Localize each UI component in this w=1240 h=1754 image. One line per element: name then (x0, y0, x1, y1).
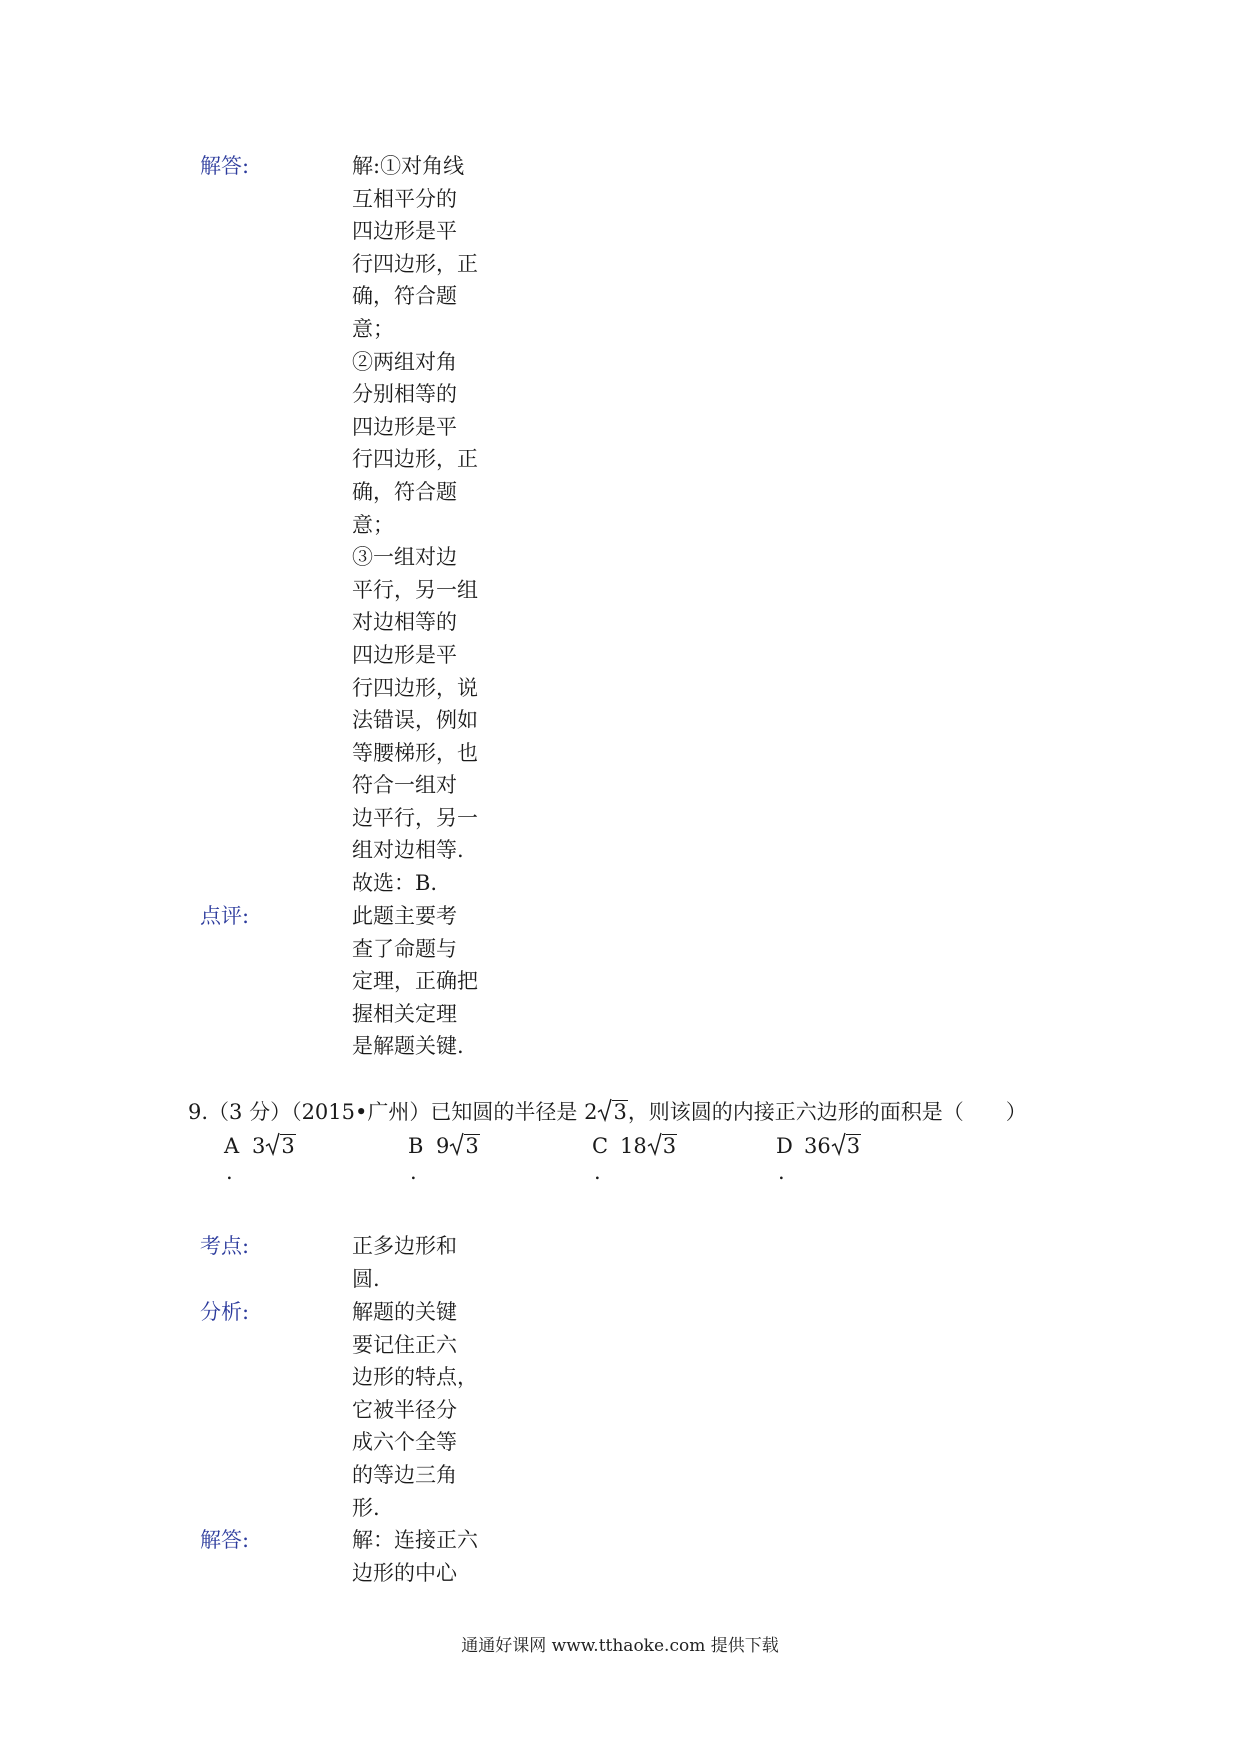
q8-answer-line: 意； (352, 316, 394, 341)
q8-answer-line: 意； (352, 512, 394, 537)
radical-sign-icon (265, 1132, 280, 1156)
q8-answer-line: ②两组对角 (352, 349, 457, 374)
q8-answer-line: 符合一组对 (352, 773, 457, 798)
q8-comment-line: 查了命题与 (352, 936, 457, 961)
q9-answer-line: 解：连接正六 (352, 1528, 478, 1552)
q9-point-text (352, 1230, 492, 1295)
radicand: 3 (613, 1100, 627, 1124)
q9-analysis-line: 它被半径分 (352, 1397, 457, 1422)
option-letter: D (776, 1134, 793, 1158)
sqrt-expression (831, 1130, 861, 1162)
q8-answer-line: 确，符合题 (352, 284, 457, 309)
option-d[interactable] (776, 1130, 861, 1162)
q8-answer-line: 行四边形，正 (352, 251, 478, 276)
q8-answer-line: 等腰梯形，也 (352, 740, 478, 765)
q9-analysis-line: 解题的关键 (352, 1300, 457, 1324)
sqrt-expression (647, 1130, 677, 1162)
q8-answer-line: 解:①对角线 (352, 154, 465, 178)
option-letter: A (224, 1134, 240, 1158)
q8-answer-line: 边平行，另一 (352, 805, 478, 830)
q8-comment-line: 握相关定理 (352, 1001, 457, 1026)
q9-point-line: 圆. (352, 1266, 380, 1291)
option-coef: 18 (620, 1134, 647, 1158)
q9-answer-text (352, 1524, 492, 1589)
q8-comment-line: 此题主要考 (352, 904, 457, 928)
option-letter: B (408, 1134, 424, 1158)
q9-point-label: 考点: (200, 1234, 250, 1258)
q9-stem-suffix: ，则该圆的内接正六边形的面积是（ ） (627, 1100, 1027, 1124)
q8-answer-line: 平行，另一组 (352, 577, 478, 602)
q8-answer-text (352, 150, 492, 900)
radicand: 3 (465, 1134, 479, 1158)
q8-answer-line: 四边形是平 (352, 414, 457, 439)
q9-analysis-line: 形. (352, 1495, 380, 1520)
option-a-dot: . (226, 1160, 233, 1184)
radical-sign-icon (647, 1132, 662, 1156)
q9-point-line: 正多边形和 (352, 1234, 457, 1258)
option-a[interactable] (224, 1130, 296, 1162)
option-coef: 3 (252, 1134, 266, 1158)
radical-sign-icon (831, 1132, 846, 1156)
option-coef: 36 (804, 1134, 831, 1158)
q9-analysis-line: 的等边三角 (352, 1462, 457, 1487)
option-c[interactable] (592, 1130, 677, 1162)
q8-answer-line: 对边相等的 (352, 610, 457, 635)
sqrt-expression (597, 1096, 627, 1128)
q8-comment-text (352, 900, 492, 1063)
option-coef: 9 (436, 1134, 450, 1158)
q9-analysis-label: 分析: (200, 1300, 250, 1324)
radical-sign-icon (597, 1098, 612, 1122)
radical-sign-icon (449, 1132, 464, 1156)
q9-analysis-line: 要记住正六 (352, 1332, 457, 1357)
q9-analysis-text (352, 1296, 492, 1524)
q9-answer-line: 边形的中心 (352, 1560, 457, 1585)
radicand: 3 (281, 1134, 295, 1158)
q8-answer-line: 四边形是平 (352, 642, 457, 667)
q8-comment-line: 是解题关键. (352, 1034, 464, 1059)
sqrt-expression (265, 1130, 295, 1162)
q8-answer-line: 互相平分的 (352, 186, 457, 211)
q8-answer-line: 四边形是平 (352, 219, 457, 244)
q8-answer-label: 解答: (200, 154, 250, 178)
q8-comment-label: 点评: (200, 904, 250, 928)
q8-answer-line: 确，符合题 (352, 479, 457, 504)
option-d-dot: . (778, 1160, 785, 1184)
option-letter: C (592, 1134, 609, 1158)
page-footer: 通通好课网 www.tthaoke.com 提供下载 (461, 1636, 779, 1656)
radicand: 3 (662, 1134, 677, 1158)
sqrt-expression (449, 1130, 479, 1162)
q8-comment-line: 定理，正确把 (352, 969, 478, 994)
q8-answer-line: 组对边相等. (352, 838, 464, 863)
q8-answer-line: ③一组对边 (352, 545, 457, 570)
q9-question-stem (188, 1096, 1027, 1128)
option-c-dot: . (594, 1160, 601, 1184)
option-b[interactable] (408, 1130, 480, 1162)
radicand: 3 (846, 1134, 861, 1158)
q9-stem-prefix: 9.（3 分）（2015•广州）已知圆的半径是 2 (188, 1100, 598, 1124)
q8-answer-line: 故选：B. (352, 871, 438, 896)
q9-analysis-line: 边形的特点， (352, 1365, 478, 1390)
q8-answer-line: 分别相等的 (352, 382, 457, 407)
q8-answer-line: 行四边形，正 (352, 447, 478, 472)
q8-answer-line: 法错误，例如 (352, 708, 478, 733)
option-b-dot: . (410, 1160, 417, 1184)
q9-analysis-line: 成六个全等 (352, 1430, 457, 1455)
q9-answer-label: 解答: (200, 1528, 250, 1552)
q8-answer-line: 行四边形，说 (352, 675, 478, 700)
